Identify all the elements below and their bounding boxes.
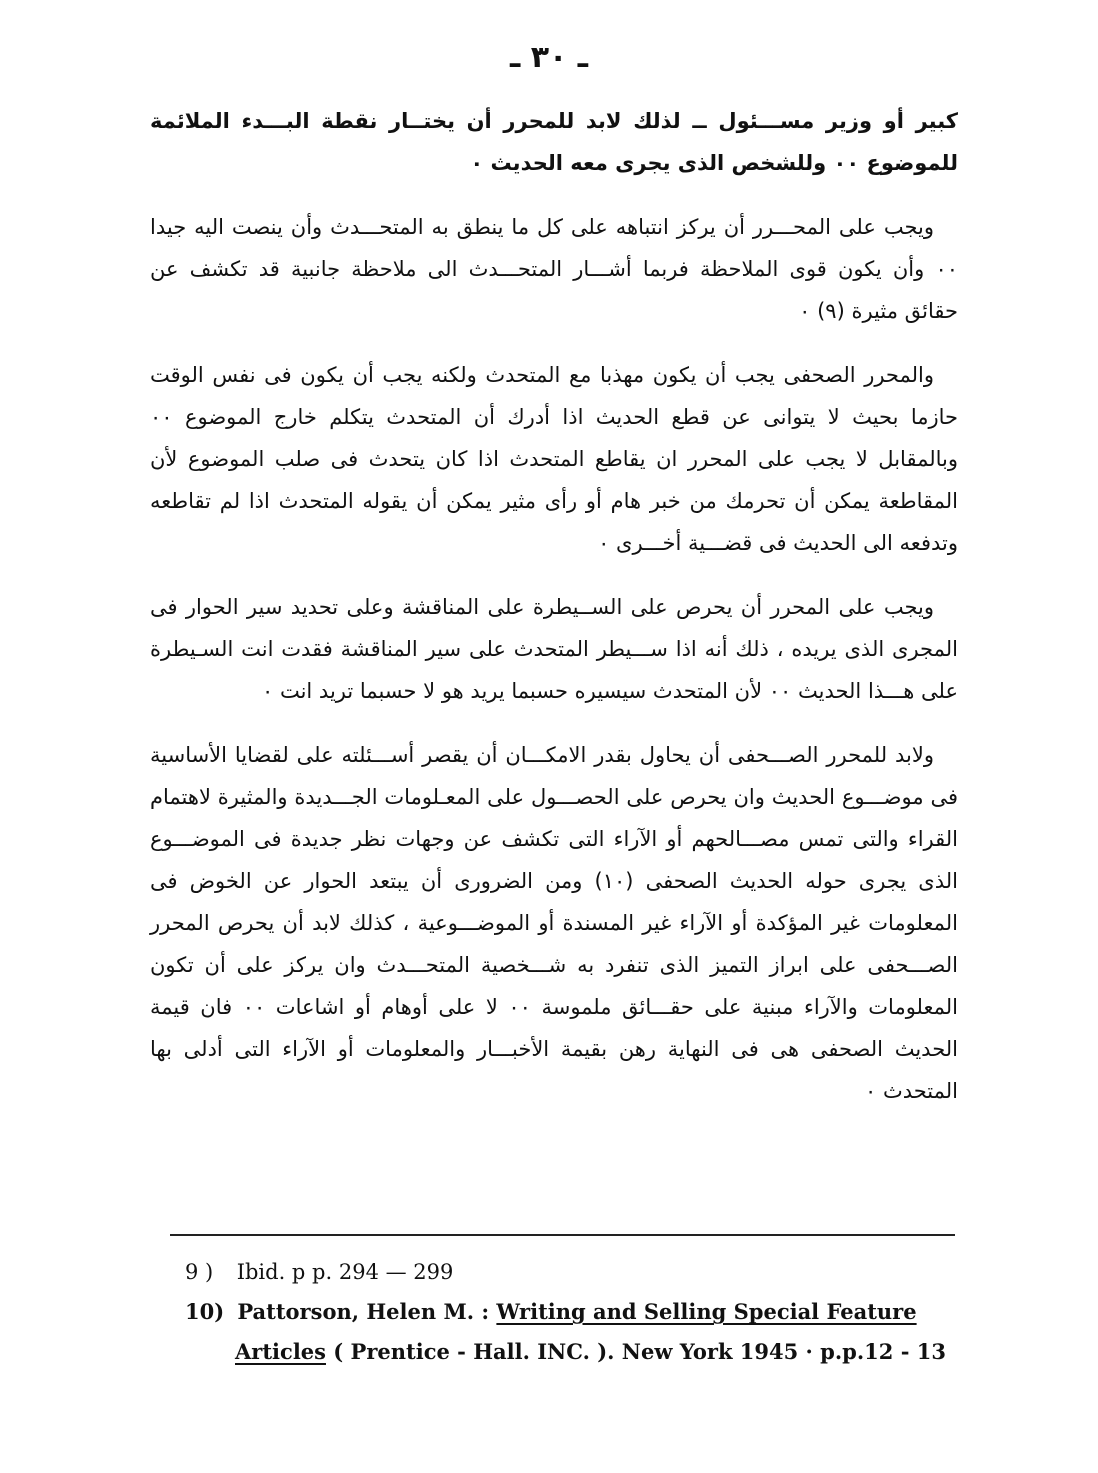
paragraph-5 [150,734,958,1112]
footnote-text: Ibid. p p. 294 — 299 [236,1260,454,1284]
paragraph-1: كبير أو وزير مســـئول ــ لذلك لابد للمحرر أن يختــار نقطة البـــدء الملائمة للموضوع ٠٠ وللشخص الذى يجرى معه الحديث ٠ [150,109,958,175]
footnote-divider [170,1234,955,1236]
footnote-number: 9 ) [185,1260,214,1284]
page-number: ـ ٣٠ ـ [509,40,589,75]
footnote-number: 10) [185,1299,225,1324]
body-text [150,100,958,1112]
paragraph-5-text: ولابد للمحرر الصـــحفى أن يحاول بقدر الامكـــان أن يقصر أســـئلته على لقضايا الأساسية فى موضـــوع الحديث وان يحرص على الحصـــول على المعـلومات الجـــديدة والمثيرة لاهتمام القراء والتى تمس مصـــالحهم أو الآراء التى تكشف عن وجهات نظر جديدة فى الموضـــوع الذى يجرى حوله الحديث الصحفى (١٠) ومن الضرورى أن يبتعد الحوار عن الخوض فى المعلومات غير المؤكدة أو الآراء غير المسندة أو الموضـــوعية ، كذلك لابد أن يحرص المحرر الصـــحفى على ابراز التميز الذى تنفرد به شـــخصية المتحـــدث وان يركز على أن تكون المعلومات والآراء مبنية على حقـــائق ملموسة ٠٠ لا على أوهام أو اشاعات ٠٠ فان قيمة الحديث الصحفى هى فى النهاية رهن بقيمة الأخبـــار والمعلومات أو الآراء التى أدلى بها المتحدث ٠ [150,743,959,1103]
paragraph-4-text: ويجب على المحرر أن يحرص على الســيطرة على المناقشة وعلى تحديد سير الحوار فى المجرى الذى يريده ، ذلك أنه اذا ســـيطر المتحدث على سير المناقشة فقدت انت السـيطرة على هـــذا الحديث ٠٠ لأن المتحدث سيسيره حسبما يريد هو لا حسبما تريد انت ٠ [150,595,958,703]
footnote-publication: ( Prentice - Hall. INC. ). New York 1945 · p.p.12 - 13 [333,1339,946,1364]
footnote-title-continued: Articles [235,1339,326,1364]
footnote-author: Pattorson, Helen M. : [237,1299,490,1324]
paragraph-2-text: ويجب على المحـــرر أن يركز انتباهه على كل ما ينطق به المتحـــدث وأن ينصت اليه جيدا ٠٠ وأن يكون قوى الملاحظة فربما أشـــار المتحـــدث الى ملاحظة جانبية قد تكشف عن حقائق مثيرة (٩) ٠ [150,215,958,323]
footnote-10 [185,1292,975,1332]
footnote-title: Writing and Selling Special Feature [496,1299,917,1324]
footnote-9 [185,1252,975,1292]
paragraph-3 [150,354,958,564]
paragraph-2 [150,206,958,332]
paragraph-3-text: والمحرر الصحفى يجب أن يكون مهذبا مع المتحدث ولكنه يجب أن يكون فى نفس الوقت حازما بحيث لا يتوانى عن قطع الحديث اذا أدرك أن المتحدث يتكلم خارج الموضوع ٠٠ وبالمقابل لا يجب على المحرر ان يقاطع المتحدث اذا كان يتحدث فى صلب الموضوع لأن المقاطعة يمكن أن تحرمك من خبر هام أو رأى مثير يمكن أن يقوله المتحدث اذا لم تقاطعه وتدفعه الى الحديث فى قضـــية أخـــرى ٠ [150,363,958,555]
footnote-10-continuation [185,1332,975,1372]
paragraph-4 [150,586,958,712]
footnotes [185,1252,975,1372]
